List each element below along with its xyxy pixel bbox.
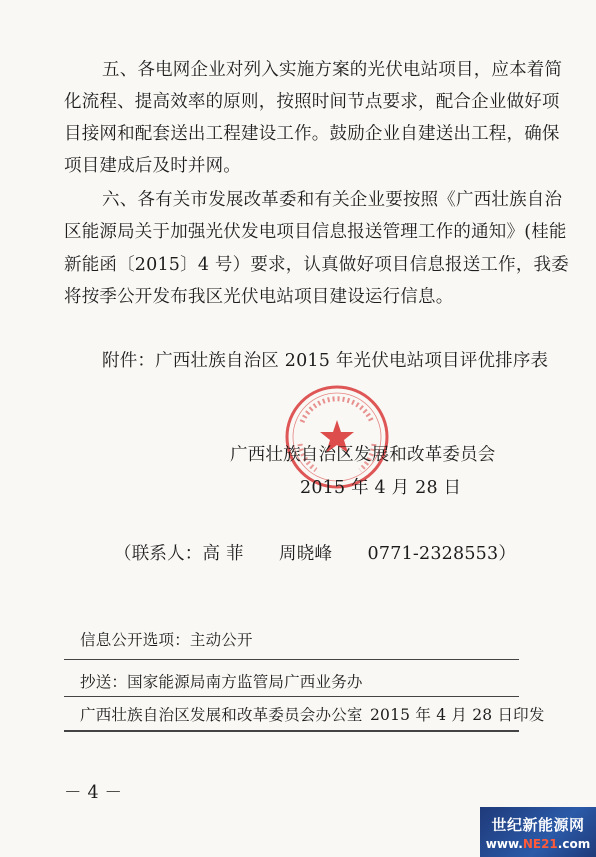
printer-name: 广西壮族自治区发展和改革委员会办公室 [80, 706, 363, 724]
cc-line: 抄送：国家能源局南方监管局广西业务办 [80, 673, 363, 691]
paragraph-5-line-2: 化流程、提高效率的原则，按照时间节点要求，配合企业做好项 [64, 92, 560, 112]
paragraph-6-line-3: 新能函〔2015〕4 号）要求，认真做好项目信息报送工作，我委 [64, 255, 569, 275]
paragraph-5-line-1: 五、各电网企业对列入实施方案的光伏电站项目，应本着简 [102, 60, 563, 80]
watermark-title: 世纪新能源网 [491, 816, 585, 834]
paragraph-6-line-4: 将按季公开发布我区光伏电站项目建设运行信息。 [64, 287, 454, 307]
paragraph-5-line-3: 目接网和配套送出工程建设工作。鼓励企业自建送出工程，确保 [64, 124, 560, 144]
paragraph-6-line-2: 区能源局关于加强光伏发电项目信息报送管理工作的通知》(桂能 [64, 222, 567, 242]
page-number: － 4 － [64, 783, 123, 803]
divider [64, 696, 519, 697]
issuer-name: 广西壮族自治区发展和改革委员会 [230, 445, 496, 465]
site-watermark [480, 807, 596, 857]
print-date: 2015 年 4 月 28 日印发 [370, 706, 545, 724]
divider [64, 659, 519, 660]
watermark-url: www.NE21.com [485, 837, 591, 851]
disclosure-option: 信息公开选项：主动公开 [80, 631, 253, 649]
paragraph-5-line-4: 项目建成后及时并网。 [64, 156, 241, 176]
contact-line: （联系人：高 菲 周晓峰 0771-2328553） [114, 544, 517, 564]
issue-date: 2015 年 4 月 28 日 [300, 478, 462, 498]
divider [64, 730, 519, 732]
attachment-line: 附件：广西壮族自治区 2015 年光伏电站项目评优排序表 [102, 351, 549, 371]
paragraph-6-line-1: 六、各有关市发展改革委和有关企业要按照《广西壮族自治 [102, 190, 563, 210]
